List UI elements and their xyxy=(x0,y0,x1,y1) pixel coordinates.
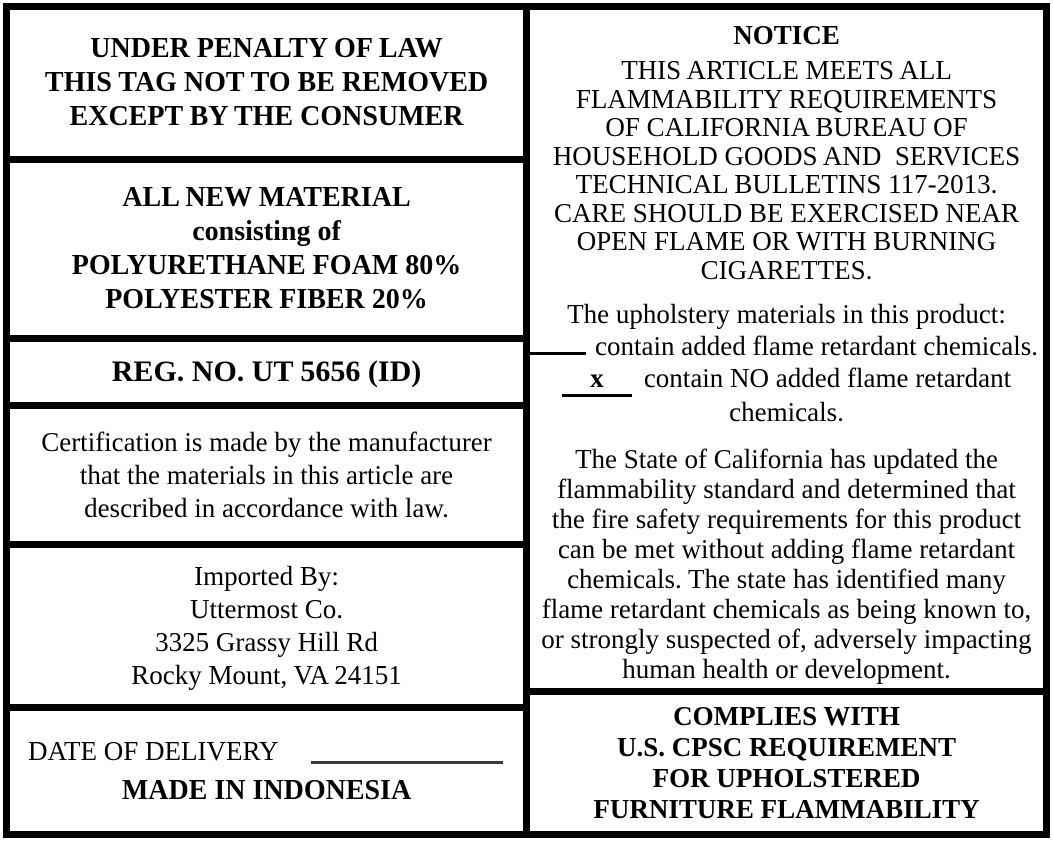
compliance-line: COMPLIES WITH xyxy=(673,701,900,731)
flame-retardant-option-row xyxy=(530,330,1043,362)
notice-line: THIS ARTICLE MEETS ALL xyxy=(621,55,952,85)
date-of-delivery-label: DATE OF DELIVERY xyxy=(28,735,279,766)
flame-retardant-blank-line xyxy=(530,352,586,355)
right-column xyxy=(530,10,1043,831)
california-standard-paragraph xyxy=(530,444,1043,684)
notice-line: or strongly suspected of, adversely impacting xyxy=(541,624,1032,654)
compliance-line: FURNITURE FLAMMABILITY xyxy=(593,794,980,824)
no-flame-retardant-option-row xyxy=(530,362,1043,397)
certification-line: that the materials in this article are xyxy=(79,459,454,490)
notice-line: OF CALIFORNIA BUREAU OF xyxy=(605,112,968,142)
flammability-requirements-paragraph xyxy=(530,56,1043,284)
notice-line: OPEN FLAME OR WITH BURNING xyxy=(576,226,997,256)
made-in-country: MADE IN INDONESIA xyxy=(121,774,412,806)
registration-number-cell xyxy=(10,342,523,402)
notice-line: the fire safety requirements for this product xyxy=(551,504,1022,534)
material-contents-cell xyxy=(10,163,523,335)
notice-line: can be met without adding flame retardant xyxy=(557,534,1016,564)
upholstery-materials-block xyxy=(530,299,1043,428)
penalty-line: EXCEPT BY THE CONSUMER xyxy=(69,101,464,132)
notice-line: CIGARETTES. xyxy=(700,254,873,285)
importer-line: Uttermost Co. xyxy=(190,594,343,624)
delivery-cell xyxy=(10,711,523,831)
compliance-line: U.S. CPSC REQUIREMENT xyxy=(616,732,957,762)
notice-line: flame retardant chemicals as being known to, xyxy=(541,594,1032,624)
certification-cell xyxy=(10,409,523,541)
notice-line: chemicals. The state has identified many xyxy=(567,564,1006,594)
flame-retardant-option-text: contain added flame retardant chemicals. xyxy=(595,331,1039,361)
penalty-line: THIS TAG NOT TO BE REMOVED xyxy=(44,67,489,98)
label-frame xyxy=(3,3,1050,838)
importer-line: Imported By: xyxy=(194,561,339,591)
material-line: ALL NEW MATERIAL xyxy=(122,182,411,213)
notice-cell xyxy=(530,10,1043,688)
notice-heading: NOTICE xyxy=(733,20,840,50)
notice-line: flammability standard and determined that xyxy=(557,474,1016,504)
penalty-line: UNDER PENALTY OF LAW xyxy=(90,33,443,64)
certification-line: described in accordance with law. xyxy=(84,492,449,523)
notice-line: The State of California has updated the xyxy=(575,444,998,474)
importer-line: 3325 Grassy Hill Rd xyxy=(155,627,378,657)
no-flame-retardant-option-text: contain NO added flame retardant xyxy=(643,363,1012,393)
compliance-line: FOR UPHOLSTERED xyxy=(652,763,921,793)
importer-line: Rocky Mount, VA 24151 xyxy=(131,660,402,690)
material-line: consisting of xyxy=(192,216,341,247)
upholstery-intro: The upholstery materials in this product: xyxy=(567,299,1006,329)
x-mark: x xyxy=(562,362,632,397)
notice-line: human health or development. xyxy=(622,654,951,684)
material-line: POLYURETHANE FOAM 80% xyxy=(71,250,462,281)
date-of-delivery-blank-line xyxy=(311,761,504,764)
notice-line: FLAMMABILITY REQUIREMENTS xyxy=(575,83,998,114)
date-of-delivery-row xyxy=(10,735,523,768)
importer-cell xyxy=(10,548,523,704)
no-flame-retardant-option-continuation: chemicals. xyxy=(729,397,844,427)
cpsc-compliance-cell xyxy=(530,695,1043,831)
notice-line: CARE SHOULD BE EXERCISED NEAR xyxy=(553,197,1019,228)
cpsc-compliance-statement xyxy=(530,701,1043,825)
certification-line: Certification is made by the manufacturer xyxy=(41,426,492,457)
notice-line: TECHNICAL BULLETINS 117-2013. xyxy=(575,169,998,199)
penalty-statement-cell xyxy=(10,10,523,156)
notice-line: HOUSEHOLD GOODS AND SERVICES xyxy=(552,140,1021,171)
material-line: POLYESTER FIBER 20% xyxy=(105,284,428,315)
left-column xyxy=(10,10,523,831)
registration-number: REG. NO. UT 5656 (ID) xyxy=(111,355,422,388)
